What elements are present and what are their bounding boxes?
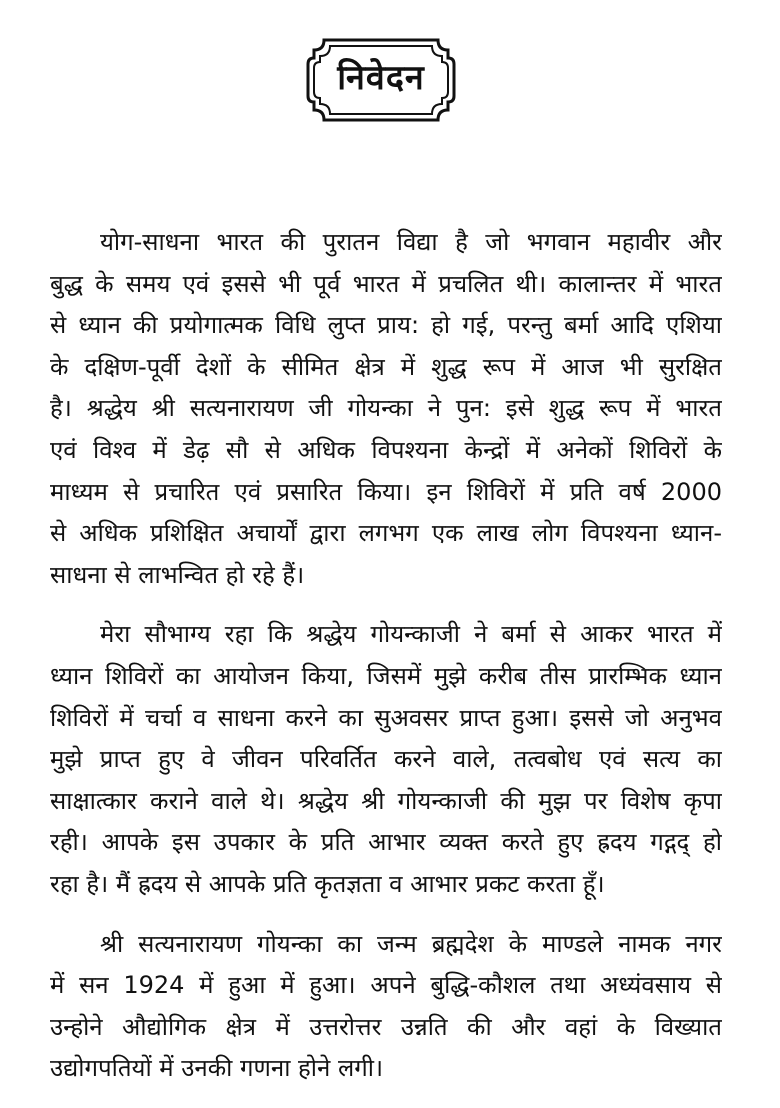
title-cartouche bbox=[302, 34, 460, 126]
body-text bbox=[50, 222, 722, 1108]
text-line: के दक्षिण-पूर्वी देशों के सीमित क्षेत्र में शुद्ध रूप में आज भी सुरक्षित bbox=[50, 352, 722, 381]
text-line: साक्षात्कार कराने वाले थे। श्रद्धेय श्री गोयन्काजी की मुझ पर विशेष कृपा bbox=[50, 786, 722, 815]
text-line: उन्होने औद्योगिक क्षेत्र में उत्तरोत्तर उन्नति की और वहां के विख्यात bbox=[50, 1012, 722, 1041]
text-line: रही। आपके इस उपकार के प्रति आभार व्यक्त करते हुए ह्रदय गद्गद् हो bbox=[50, 828, 722, 857]
text-line: ध्यान शिविरों का आयोजन किया, जिसमें मुझे करीब तीस प्रारम्भिक ध्यान bbox=[50, 661, 722, 690]
paragraph-3 bbox=[50, 924, 722, 1090]
text-line: है। श्रद्धेय श्री सत्यनारायण जी गोयन्का ने पुन: इसे शुद्ध रूप में भारत bbox=[50, 394, 722, 423]
text-line: मेरा सौभाग्य रहा कि श्रद्धेय गोयन्काजी ने बर्मा से आकर भारत में bbox=[100, 620, 722, 649]
text-line: एवं विश्व में डेढ़ सौ से अधिक विपश्यना केन्द्रों में अनेकों शिविरों के bbox=[50, 435, 722, 464]
text-line: रहा है। मैं ह्रदय से आपके प्रति कृतज्ञता व आभार प्रकट करता हूँ। bbox=[50, 869, 605, 898]
text-line: श्री सत्यनारायण गोयन्का का जन्म ब्रह्मदेश के माण्डले नामक नगर bbox=[100, 929, 722, 958]
text-line: योग-साधना भारत की पुरातन विद्या है जो भगवान महावीर और bbox=[100, 228, 722, 256]
text-line: बुद्ध के समय एवं इससे भी पूर्व भारत में प्रचलित थी। कालान्तर में भारत bbox=[50, 269, 722, 298]
paragraph-2 bbox=[50, 614, 722, 905]
text-line: में सन 1924 में हुआ में हुआ। अपने बुद्धि-कौशल तथा अध्यंवसाय से bbox=[50, 971, 722, 1000]
text-line: उद्योगपतियों में उनकी गणना होने लगी। bbox=[50, 1054, 384, 1083]
text-line: माध्यम से प्रचारित एवं प्रसारित किया। इन शिविरों में प्रति वर्ष 2000 bbox=[50, 477, 722, 506]
text-line: साधना से लाभन्वित हो रहे हैं। bbox=[50, 560, 305, 589]
text-line: मुझे प्राप्त हुए वे जीवन परिवर्तित करने वाले, तत्वबोध एवं सत्य का bbox=[50, 745, 722, 774]
paragraph-1 bbox=[50, 222, 722, 596]
page-title: निवेदन bbox=[337, 58, 425, 98]
text-line: से ध्यान की प्रयोगात्मक विधि लुप्त प्राय: हो गई, परन्तु बर्मा आदि एशिया bbox=[50, 311, 722, 340]
text-line: से अधिक प्रशिक्षित अचार्यों द्वारा लगभग एक लाख लोग विपश्यना ध्यान- bbox=[50, 519, 722, 548]
text-line: शिविरों में चर्चा व साधना करने का सुअवसर प्राप्त हुआ। इससे जो अनुभव bbox=[50, 703, 722, 732]
